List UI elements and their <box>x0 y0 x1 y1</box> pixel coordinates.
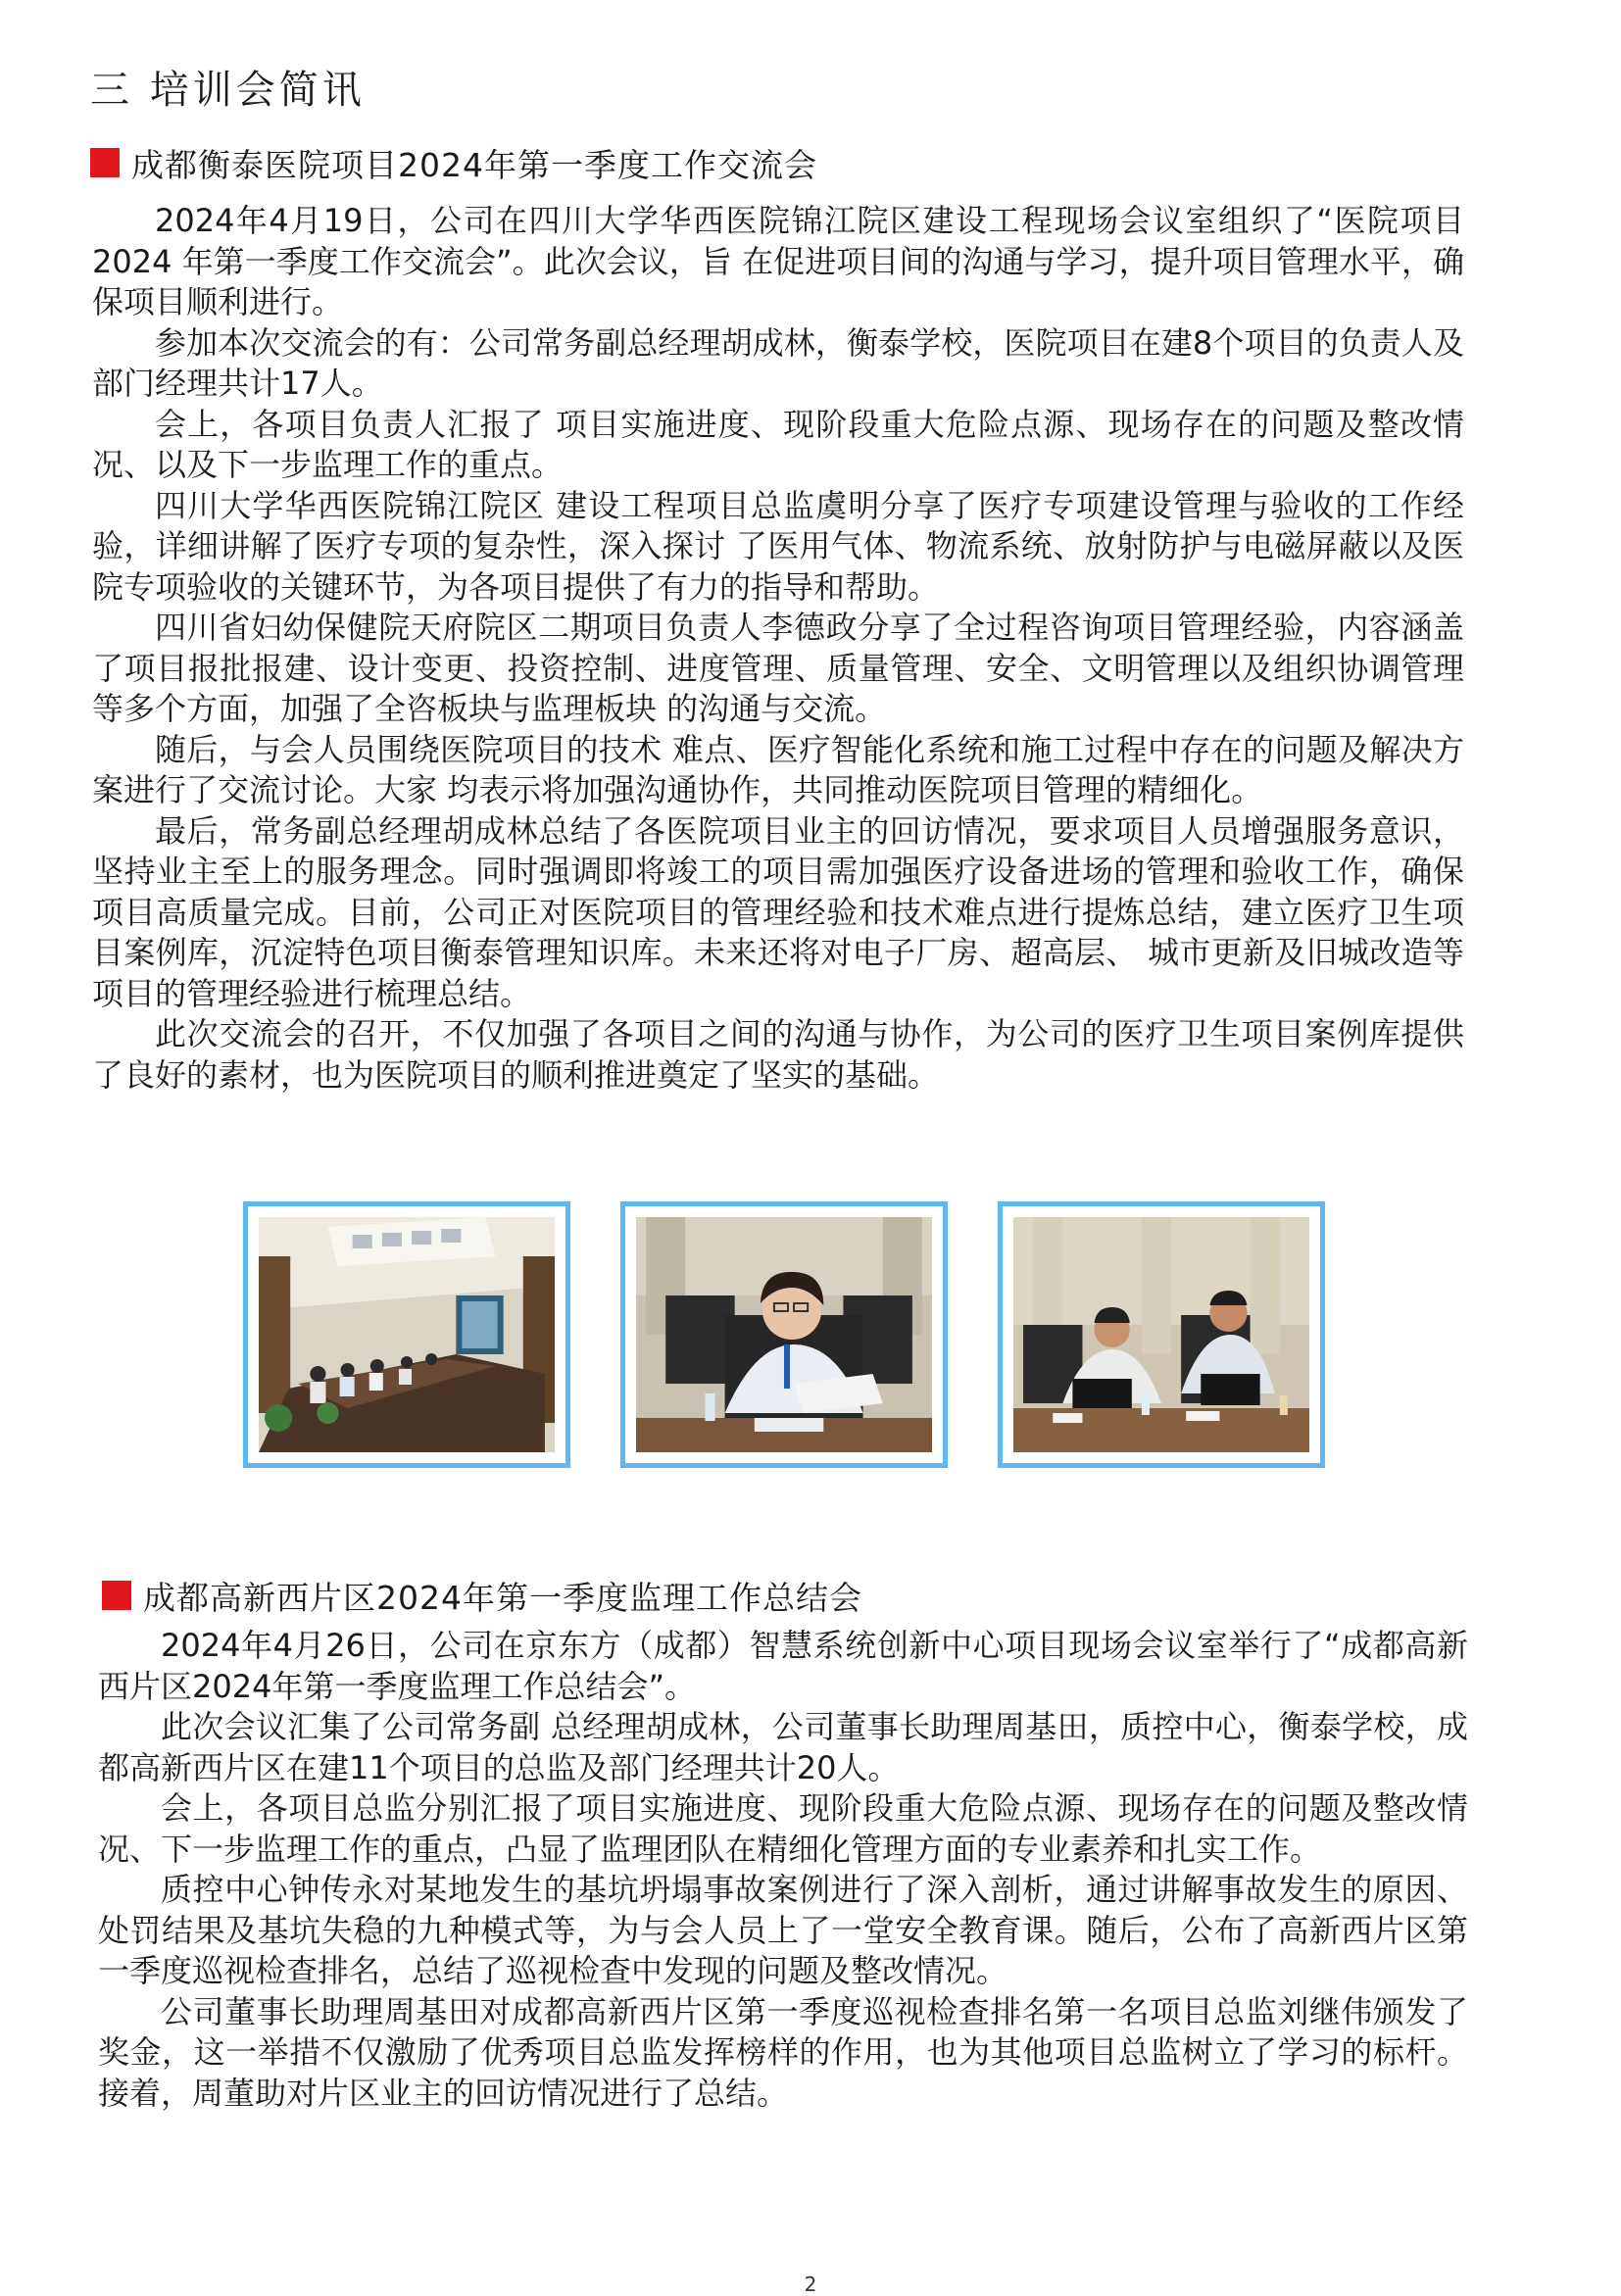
paragraph: 此次会议汇集了公司常务副 总经理胡成林，公司董事长助理周基田，质控中心，衡泰学校，成都高新西片区在建11个项目的总监及部门经理共计20人。 <box>98 1708 1468 1786</box>
section-title-1 <box>90 139 817 186</box>
paragraph: 最后，常务副总经理胡成林总结了各医院项目业主的回访情况，要求项目人员增强服务意识，坚持业主至上的服务理念。同时强调即将竣工的项目需加强医疗设备进场的管理和验收工作，确保项目高质量完成。目前，公司正对医院项目的管理经验和技术难点进行提炼总结，建立医疗卫生项目案例库，沉淀特色项目衡泰管理知识库。未来还将对电子厂房、超高层、 城市更新及旧城改造等项目的管理经验进行梳理总结。 <box>92 811 1464 1012</box>
paragraph: 参加本次交流会的有：公司常务副总经理胡成林，衡泰学校，医院项目在建8个项目的负责人及部门经理共计17人。 <box>92 323 1464 402</box>
photo-strip <box>243 1201 1325 1476</box>
paragraph: 会上，各项目负责人汇报了 项目实施进度、现阶段重大危险点源、现场存在的问题及整改情况、以及下一步监理工作的重点。 <box>92 405 1464 483</box>
section-title-text: 成都衡泰医院项目2024年第一季度工作交流会 <box>131 145 817 184</box>
page-heading: 三 培训会简讯 <box>90 68 366 113</box>
paragraph: 会上，各项目总监分别汇报了项目实施进度、现阶段重大危险点源、现场存在的问题及整改情况、下一步监理工作的重点，凸显了监理团队在精细化管理方面的专业素养和扎实工作。 <box>98 1789 1468 1868</box>
red-square-marker <box>102 1581 131 1610</box>
paragraph: 此次交流会的召开，不仅加强了各项目之间的沟通与协作，为公司的医疗卫生项目案例库提供了良好的素材，也为医院项目的顺利推进奠定了坚实的基础。 <box>92 1015 1464 1094</box>
paragraph: 四川大学华西医院锦江院区 建设工程项目总监虞明分享了医疗专项建设管理与验收的工作经验，详细讲解了医疗专项的复杂性，深入探讨 了医用气体、物流系统、放射防护与电磁屏蔽以及医院专项验收的关键环节，为各项目提供了有力的指导和帮助。 <box>92 486 1464 606</box>
page-number: 2 <box>804 2272 817 2296</box>
red-square-marker <box>90 148 120 177</box>
paragraph: 质控中心钟传永对某地发生的基坑坍塌事故案例进行了深入剖析，通过讲解事故发生的原因、处罚结果及基坑失稳的九种模式等，为与会人员上了一堂安全教育课。随后，公布了高新西片区第一季度巡视检查排名，总结了巡视检查中发现的问题及整改情况。 <box>98 1871 1468 1989</box>
paragraph: 公司董事长助理周基田对成都高新西片区第一季度巡视检查排名第一名项目总监刘继伟颁发了奖金，这一举措不仅激励了优秀项目总监发挥榜样的作用，也为其他项目总监树立了学习的标杆。接着，周董助对片区业主的回访情况进行了总结。 <box>98 1992 1468 2112</box>
photo-speaker <box>620 1201 948 1468</box>
section-title-2 <box>102 1572 862 1619</box>
paragraph: 2024年4月26日，公司在京东方（成都）智慧系统创新中心项目现场会议室举行了“成都高新西片区2024年第一季度监理工作总结会”。 <box>98 1627 1468 1705</box>
photo-attendees <box>998 1201 1325 1468</box>
section-body-1 <box>92 201 1464 1096</box>
photo-meeting-room <box>243 1201 570 1468</box>
paragraph: 四川省妇幼保健院天府院区二期项目负责人李德政分享了全过程咨询项目管理经验，内容涵盖了项目报批报建、设计变更、投资控制、进度管理、质量管理、安全、文明管理以及组织协调管理 等多个方面，加强了全咨板块与监理板块 的沟通与交流。 <box>92 609 1464 727</box>
paragraph: 2024年4月19日，公司在四川大学华西医院锦江院区建设工程现场会议室组织了“医院项目2024 年第一季度工作交流会”。此次会议，旨 在促进项目间的沟通与学习，提升项目管理水平，确保项目顺利进行。 <box>92 202 1464 320</box>
section-title-text: 成都高新西片区2024年第一季度监理工作总结会 <box>143 1578 862 1617</box>
paragraph: 随后，与会人员围绕医院项目的技术 难点、医疗智能化系统和施工过程中存在的问题及解决方案进行了交流讨论。大家 均表示将加强沟通协作，共同推动医院项目管理的精细化。 <box>92 730 1464 808</box>
section-body-2 <box>98 1626 1468 2114</box>
